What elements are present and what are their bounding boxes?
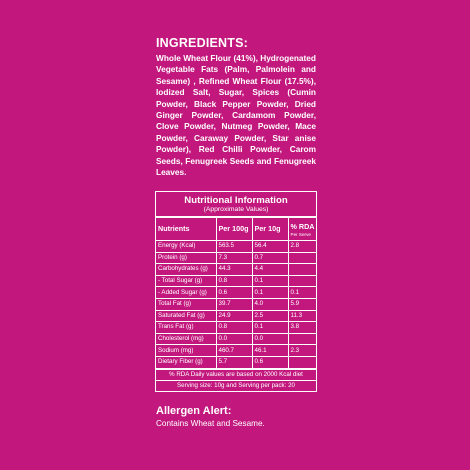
cell-rda: [288, 264, 316, 276]
cell-per-10g: 4.0: [252, 298, 288, 310]
cell-nutrient: Dietary Fiber (g): [156, 356, 216, 368]
cell-per-10g: 56.4: [252, 241, 288, 253]
cell-nutrient: Saturated Fat (g): [156, 310, 216, 322]
table-row: [156, 322, 316, 334]
cell-nutrient: - Added Sugar (g): [156, 287, 216, 299]
header-rda-sub: Per Serve: [290, 231, 311, 237]
cell-nutrient: Carbohydrates (g): [156, 264, 216, 276]
cell-per-10g: 0.1: [252, 322, 288, 334]
cell-per-100g: 563.5: [216, 241, 252, 253]
nutrition-table: [156, 217, 316, 369]
cell-rda: 3.8: [288, 322, 316, 334]
nutrition-header: [156, 192, 316, 217]
cell-per-100g: 0.8: [216, 275, 252, 287]
header-rda: [288, 218, 316, 241]
allergen-title: Allergen Alert:: [156, 405, 232, 417]
cell-rda: 2.3: [288, 345, 316, 357]
table-row: [156, 275, 316, 287]
cell-per-10g: 46.1: [252, 345, 288, 357]
cell-rda: [288, 333, 316, 345]
cell-per-100g: 39.7: [216, 298, 252, 310]
table-row: [156, 264, 316, 276]
cell-rda: [288, 356, 316, 368]
cell-per-100g: 0.8: [216, 322, 252, 334]
nutrition-header-row: [156, 218, 316, 241]
cell-nutrient: Total Fat (g): [156, 298, 216, 310]
rda-footnote: % RDA Daily values are based on 2000 Kcal diet: [156, 369, 316, 380]
cell-per-100g: 460.7: [216, 345, 252, 357]
cell-per-10g: 0.1: [252, 287, 288, 299]
nutrition-subtitle: (Approximate Values): [203, 206, 269, 213]
cell-nutrient: Protein (g): [156, 252, 216, 264]
cell-per-100g: 0.6: [216, 287, 252, 299]
cell-nutrient: Energy (Kcal): [156, 241, 216, 253]
cell-nutrient: Trans Fat (g): [156, 322, 216, 334]
cell-per-10g: 0.7: [252, 252, 288, 264]
cell-rda: 5.9: [288, 298, 316, 310]
cell-per-10g: 4.4: [252, 264, 288, 276]
header-per-100g: Per 100g: [216, 218, 252, 241]
serving-footnote: Serving size: 10g and Serving per pack: 20: [156, 380, 316, 391]
cell-rda: [288, 252, 316, 264]
ingredients-text: Whole Wheat Flour (41%), Hydrogenated Vegetable Fats (Palm, Palmolein and Sesame) , Refined Wheat Flour (17.5%), Iodized Salt, Sugar, Spices (Cumin Powder, Black Pepper Powder, Dried Ginger Powder, Cardamom Powder, Clove Powder, Nutmeg Powder, Mace Powder, Caraway Powder, Star anise Powder), Red Chilli Powder, Carom Seeds, Fenugreek Seeds and Fenugreek Leaves.: [156, 53, 316, 178]
allergen-text: Contains Wheat and Sesame.: [156, 419, 265, 428]
table-row: [156, 310, 316, 322]
header-per-10g: Per 10g: [252, 218, 288, 241]
cell-nutrient: Cholesterol (mg): [156, 333, 216, 345]
cell-per-100g: 0.0: [216, 333, 252, 345]
cell-rda: 2.8: [288, 241, 316, 253]
table-row: [156, 298, 316, 310]
cell-per-10g: 0.6: [252, 356, 288, 368]
table-row: [156, 333, 316, 345]
header-nutrients: Nutrients: [156, 218, 216, 241]
cell-nutrient: Sodium (mg): [156, 345, 216, 357]
cell-per-10g: 0.0: [252, 333, 288, 345]
cell-per-100g: 44.3: [216, 264, 252, 276]
cell-rda: 11.3: [288, 310, 316, 322]
nutrition-title: Nutritional Information: [184, 195, 288, 206]
cell-per-10g: 2.5: [252, 310, 288, 322]
table-row: [156, 252, 316, 264]
table-row: [156, 241, 316, 253]
header-rda-label: % RDA: [290, 221, 315, 231]
cell-per-100g: 24.9: [216, 310, 252, 322]
nutrition-rows: [156, 241, 316, 369]
cell-per-100g: 5.7: [216, 356, 252, 368]
table-row: [156, 356, 316, 368]
cell-rda: 0.1: [288, 287, 316, 299]
cell-nutrient: - Total Sugar (g): [156, 275, 216, 287]
table-row: [156, 345, 316, 357]
ingredients-title: INGREDIENTS:: [156, 36, 248, 50]
table-row: [156, 287, 316, 299]
nutrition-table-box: [155, 191, 317, 392]
cell-rda: [288, 275, 316, 287]
cell-per-10g: 0.1: [252, 275, 288, 287]
cell-per-100g: 7.3: [216, 252, 252, 264]
